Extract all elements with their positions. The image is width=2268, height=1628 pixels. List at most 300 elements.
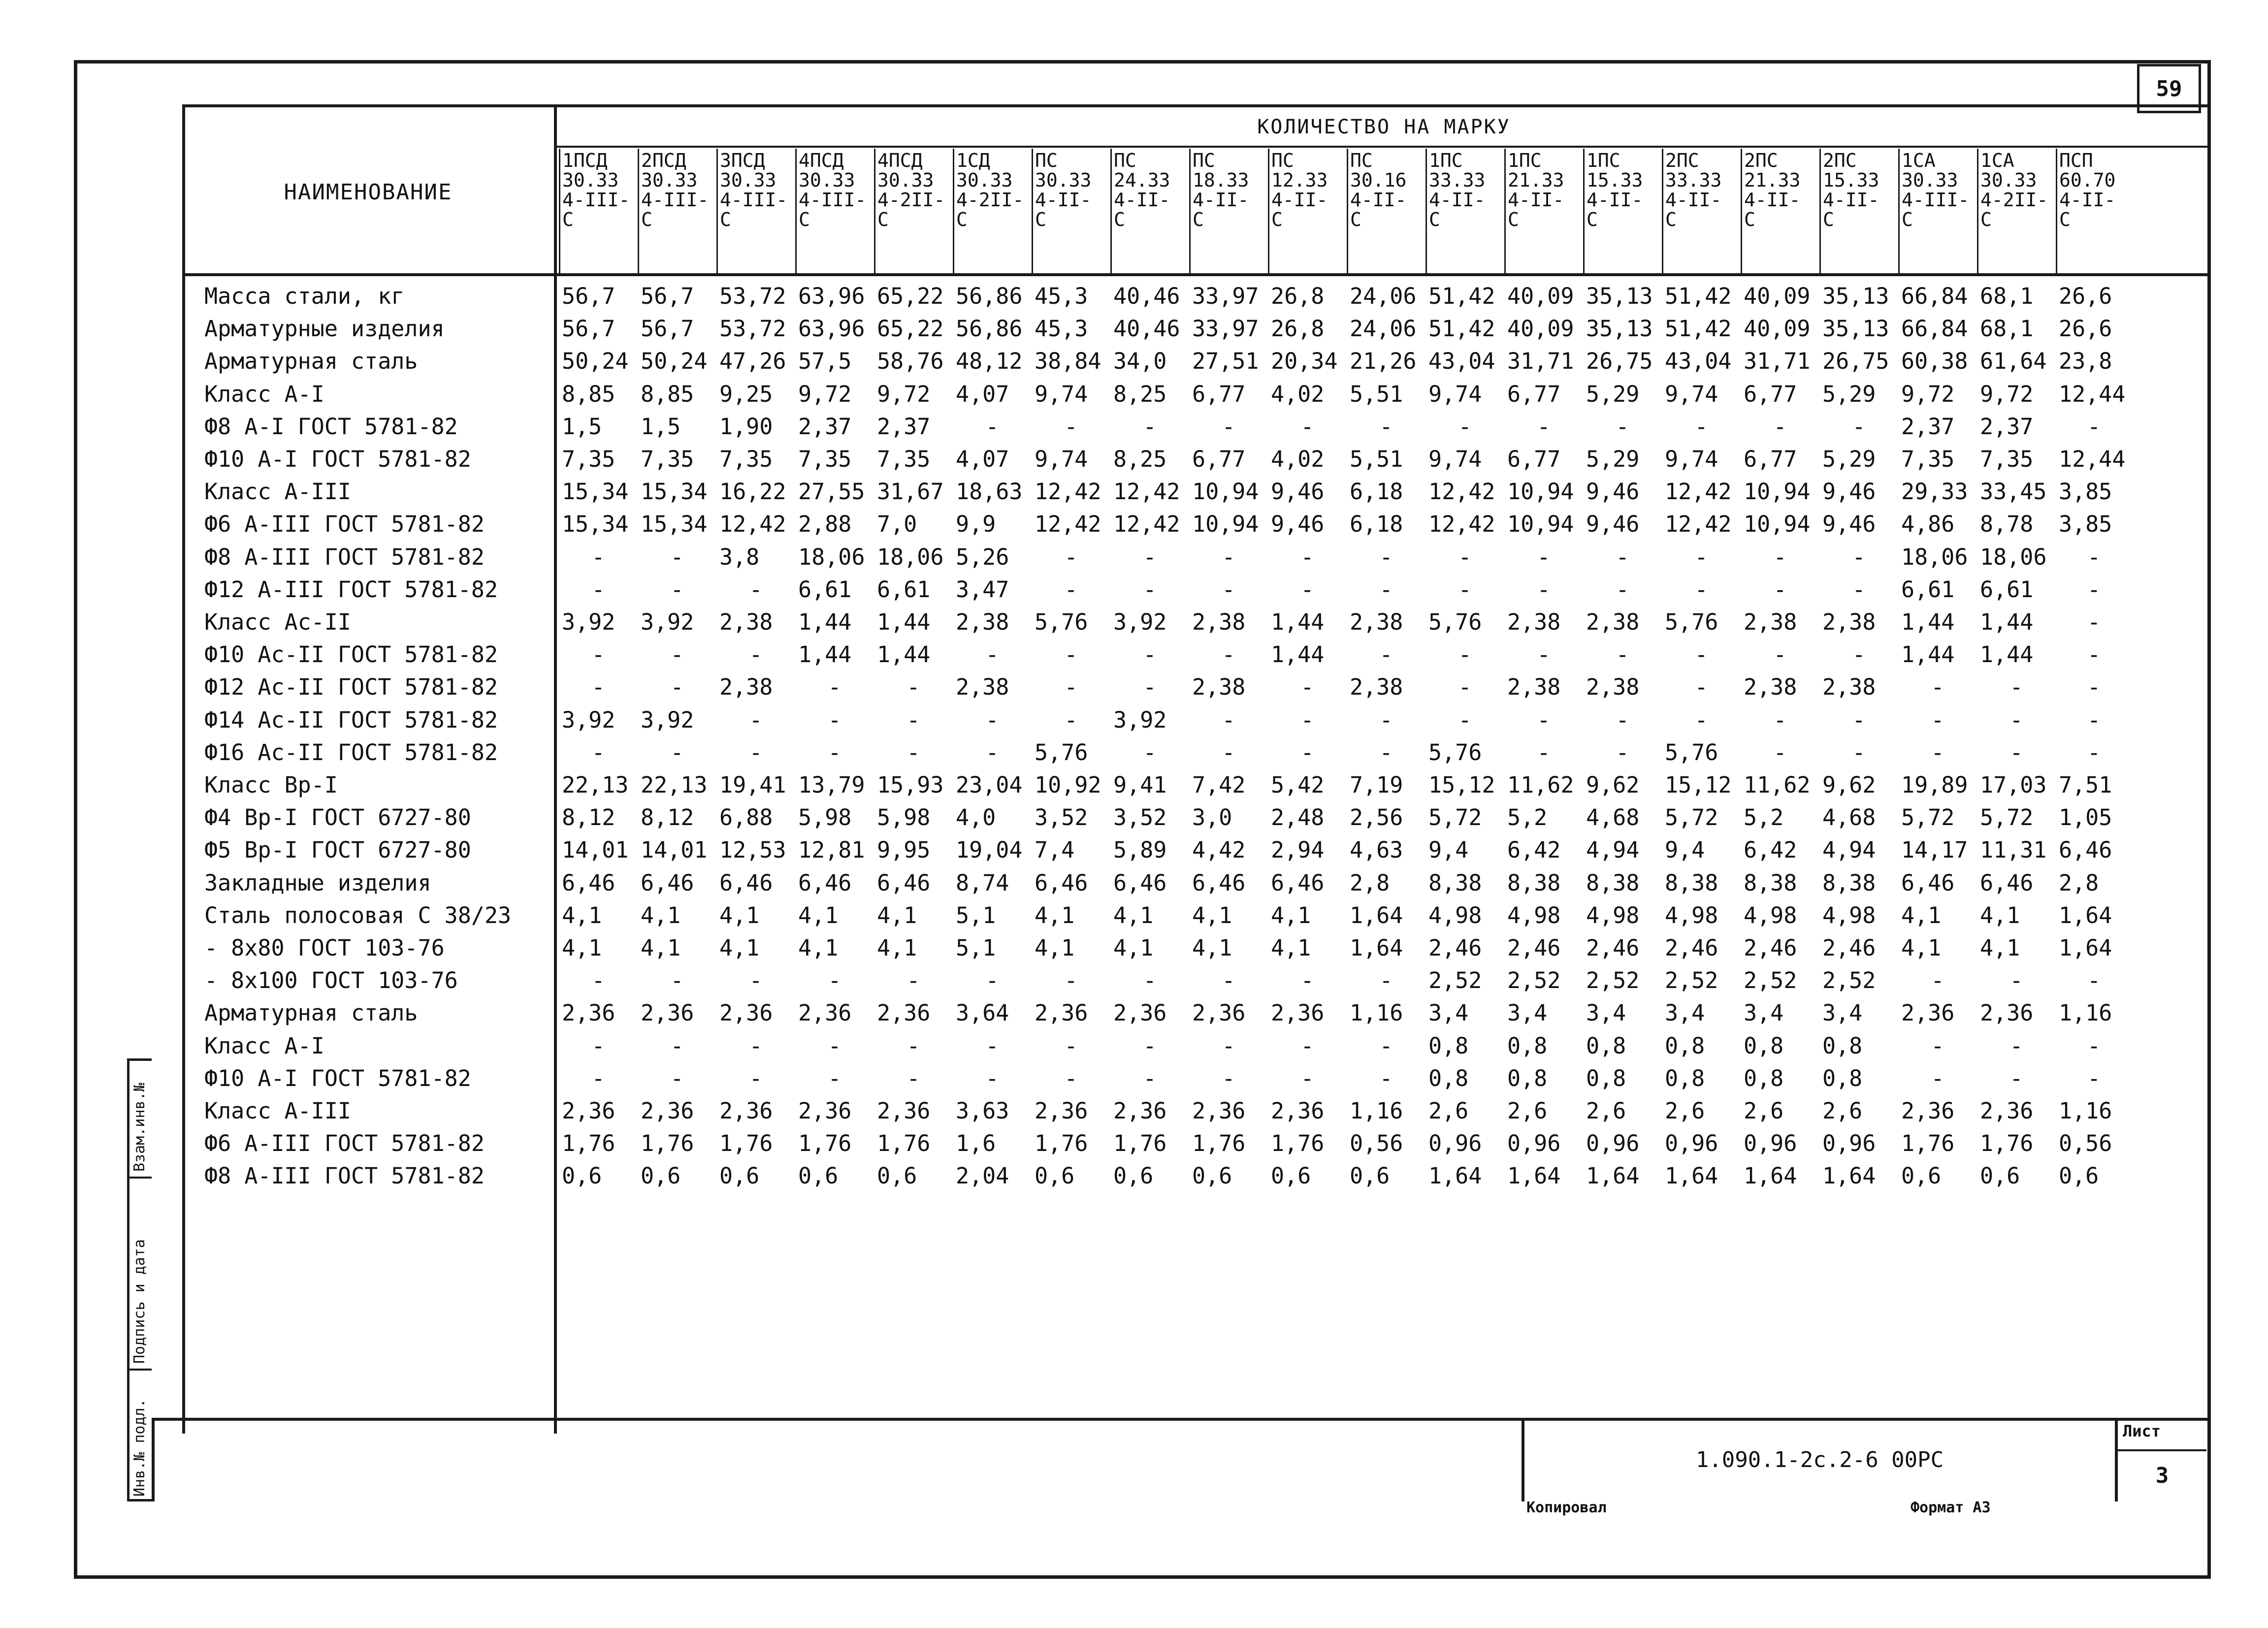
mark-header: 2ПС 33.33 4-II- C <box>1662 149 1741 273</box>
row-name: Масса стали, кг <box>204 283 405 309</box>
table-cell: 2,52 <box>1744 967 1797 994</box>
table-cell: 8,74 <box>956 869 1009 896</box>
table-cell: - <box>1143 576 1157 603</box>
table-cell: 8,78 <box>1980 511 2034 538</box>
table-cell: - <box>1222 1032 1235 1059</box>
table-cell: - <box>1537 576 1551 603</box>
table-cell: 15,34 <box>641 479 708 505</box>
table-cell: 35,13 <box>1822 283 1889 309</box>
table-cell: 10,94 <box>1192 511 1259 538</box>
table-cell: - <box>2087 674 2101 701</box>
table-cell: 3,8 <box>719 543 760 570</box>
table-cell: 1,76 <box>1113 1130 1167 1157</box>
table-cell: 11,62 <box>1744 772 1811 798</box>
table-cell: 4,98 <box>1822 902 1876 928</box>
table-cell: - <box>985 641 999 668</box>
mark-header: 1СА 30.33 4-2II- C <box>1977 149 2056 273</box>
mark-header: 1СД 30.33 4-2II- C <box>953 149 1032 273</box>
table-cell: 1,64 <box>1428 1163 1482 1189</box>
table-cell: 5,2 <box>1507 804 1548 831</box>
table-cell: 1,44 <box>1901 609 1955 635</box>
table-cell: - <box>985 706 999 733</box>
table-cell: 56,7 <box>641 283 694 309</box>
table-cell: 10,92 <box>1035 772 1102 798</box>
table-cell: 1,44 <box>798 641 852 668</box>
table-cell: 6,42 <box>1507 837 1561 863</box>
table-cell: - <box>1379 413 1393 440</box>
table-cell: 4,42 <box>1192 837 1246 863</box>
table-cell: 6,61 <box>1980 576 2034 603</box>
table-cell: 1,5 <box>562 413 602 440</box>
table-cell: 0,96 <box>1744 1130 1797 1157</box>
table-cell: - <box>1300 739 1314 766</box>
table-cell: 0,56 <box>1350 1130 1403 1157</box>
table-cell: 12,42 <box>1428 479 1495 505</box>
table-cell: 5,42 <box>1271 772 1325 798</box>
table-cell: 6,61 <box>798 576 852 603</box>
table-cell: 4,02 <box>1271 446 1325 472</box>
table-cell: 0,6 <box>719 1163 760 1189</box>
table-cell: 8,38 <box>1822 869 1876 896</box>
table-cell: - <box>591 641 605 668</box>
table-cell: 26,6 <box>2059 316 2112 342</box>
table-cell: 2,52 <box>1665 967 1718 994</box>
table-cell: 43,04 <box>1428 348 1495 375</box>
table-cell: 6,46 <box>1901 869 1955 896</box>
table-cell: 6,46 <box>562 869 616 896</box>
table-cell: 31,71 <box>1507 348 1574 375</box>
mark-header: 2ПСД 30.33 4-III- C <box>638 149 716 273</box>
table-cell: 5,98 <box>798 804 852 831</box>
table-cell: - <box>1064 967 1078 994</box>
table-cell: 26,75 <box>1586 348 1653 375</box>
table-cell: - <box>1300 543 1314 570</box>
table-cell: 9,74 <box>1428 446 1482 472</box>
table-cell: 5,29 <box>1822 446 1876 472</box>
table-cell: 4,1 <box>798 902 839 928</box>
table-cell: - <box>828 1032 842 1059</box>
table-cell: - <box>1694 641 1708 668</box>
table-cell: - <box>670 674 684 701</box>
table-cell: 0,96 <box>1586 1130 1640 1157</box>
table-cell: 4,98 <box>1428 902 1482 928</box>
table-cell: 9,9 <box>956 511 996 538</box>
table-cell: - <box>749 967 763 994</box>
table-cell: 0,6 <box>1271 1163 1311 1189</box>
side-strip-separator <box>127 1369 152 1371</box>
table-cell: 2,36 <box>877 1098 931 1124</box>
table-cell: - <box>1773 413 1787 440</box>
table-cell: 6,46 <box>1035 869 1088 896</box>
table-cell: 7,42 <box>1192 772 1246 798</box>
table-cell: - <box>1379 576 1393 603</box>
mark-header: ПС 30.33 4-II- C <box>1032 149 1110 273</box>
table-cell: 4,1 <box>1980 902 2020 928</box>
mark-header: ПСП 60.70 4-II- C <box>2056 149 2132 273</box>
table-cell: 6,18 <box>1350 479 1403 505</box>
table-cell: - <box>591 674 605 701</box>
table-cell: 1,64 <box>1586 1163 1640 1189</box>
row-name: Ф8 А-III ГОСТ 5781-82 <box>204 1163 485 1189</box>
table-cell: - <box>907 1065 920 1091</box>
table-cell: 7,0 <box>877 511 917 538</box>
table-cell: 6,42 <box>1744 837 1797 863</box>
table-cell: 4,1 <box>877 935 917 961</box>
table-cell: 51,42 <box>1428 283 1495 309</box>
table-cell: 7,35 <box>798 446 852 472</box>
table-cell: 29,33 <box>1901 479 1968 505</box>
table-cell: 2,38 <box>719 674 773 701</box>
table-cell: 51,42 <box>1428 316 1495 342</box>
table-cell: 3,4 <box>1507 1000 1548 1026</box>
table-cell: - <box>828 674 842 701</box>
table-cell: 2,36 <box>877 1000 931 1026</box>
table-cell: 58,76 <box>877 348 944 375</box>
table-cell: 2,37 <box>1980 413 2034 440</box>
table-cell: - <box>2009 1065 2023 1091</box>
table-cell: 3,4 <box>1744 1000 1784 1026</box>
table-cell: - <box>1222 739 1235 766</box>
table-cell: - <box>1143 413 1157 440</box>
table-cell: 0,8 <box>1428 1065 1469 1091</box>
table-cell: 6,61 <box>877 576 931 603</box>
table-cell: 4,1 <box>719 902 760 928</box>
table-cell: 27,55 <box>798 479 865 505</box>
table-cell: - <box>1379 739 1393 766</box>
table-cell: - <box>1379 967 1393 994</box>
table-cell: 11,31 <box>1980 837 2047 863</box>
table-cell: 4,68 <box>1586 804 1640 831</box>
row-name: Ф8 А-I ГОСТ 5781-82 <box>204 413 458 440</box>
table-cell: - <box>1458 413 1472 440</box>
table-cell: 5,1 <box>956 935 996 961</box>
row-name: Класс Ас-II <box>204 609 352 635</box>
row-name: Класс А-I <box>204 381 324 407</box>
table-cell: 7,35 <box>1901 446 1955 472</box>
table-cell: - <box>1458 543 1472 570</box>
table-cell: 2,36 <box>719 1000 773 1026</box>
table-cell: - <box>1616 576 1629 603</box>
table-cell: 4,1 <box>1192 935 1232 961</box>
table-cell: - <box>1222 413 1235 440</box>
table-cell: - <box>1931 967 1944 994</box>
table-cell: 65,22 <box>877 316 944 342</box>
table-cell: 56,7 <box>562 316 616 342</box>
table-cell: 6,77 <box>1744 446 1797 472</box>
table-cell: 21,26 <box>1350 348 1417 375</box>
row-name: Класс А-III <box>204 1098 352 1124</box>
table-cell: 2,36 <box>562 1098 616 1124</box>
table-cell: 5,76 <box>1035 609 1088 635</box>
table-cell: - <box>1931 674 1944 701</box>
table-cell: 2,38 <box>1507 674 1561 701</box>
table-cell: 15,12 <box>1665 772 1732 798</box>
row-name: Ф4 Вр-I ГОСТ 6727-80 <box>204 804 471 831</box>
table-cell: 18,06 <box>798 543 865 570</box>
table-cell: 7,35 <box>1980 446 2034 472</box>
table-cell: 35,13 <box>1586 283 1653 309</box>
table-cell: 15,34 <box>562 479 629 505</box>
table-cell: 3,85 <box>2059 479 2112 505</box>
table-cell: 7,35 <box>562 446 616 472</box>
table-cell: 4,1 <box>641 902 681 928</box>
table-cell: - <box>1852 641 1866 668</box>
table-cell: 26,6 <box>2059 283 2112 309</box>
table-cell: 12,42 <box>1035 479 1102 505</box>
table-cell: 66,84 <box>1901 283 1968 309</box>
table-cell: 1,16 <box>2059 1098 2112 1124</box>
table-cell: 1,76 <box>1980 1130 2034 1157</box>
table-cell: 0,96 <box>1428 1130 1482 1157</box>
table-cell: 8,38 <box>1428 869 1482 896</box>
table-cell: - <box>2087 413 2101 440</box>
table-cell: - <box>1931 706 1944 733</box>
table-cell: - <box>1064 706 1078 733</box>
table-cell: - <box>1537 641 1551 668</box>
table-cell: - <box>907 967 920 994</box>
quantity-header: КОЛИЧЕСТВО НА МАРКУ <box>1257 116 1511 138</box>
table-cell: - <box>1694 576 1708 603</box>
table-cell: 2,38 <box>1822 609 1876 635</box>
table-cell: - <box>1537 706 1551 733</box>
table-cell: 4,1 <box>1035 935 1075 961</box>
table-cell: - <box>670 576 684 603</box>
mark-header: 1ПС 21.33 4-II- C <box>1504 149 1583 273</box>
table-cell: - <box>1537 739 1551 766</box>
table-cell: 2,6 <box>1586 1098 1626 1124</box>
table-cell: 3,92 <box>641 609 694 635</box>
table-cell: - <box>1931 1065 1944 1091</box>
table-cell: 12,42 <box>1665 479 1732 505</box>
table-cell: 1,44 <box>1271 641 1325 668</box>
mark-header: 2ПС 15.33 4-II- C <box>1819 149 1898 273</box>
table-cell: 6,46 <box>1980 869 2034 896</box>
mark-header: 1ПСД 30.33 4-III- C <box>559 149 638 273</box>
side-strip-separator <box>127 1177 152 1179</box>
table-cell: 6,18 <box>1350 511 1403 538</box>
table-cell: 2,36 <box>798 1098 852 1124</box>
table-cell: 8,38 <box>1507 869 1561 896</box>
table-cell: 40,46 <box>1113 283 1180 309</box>
table-cell: 1,76 <box>1192 1130 1246 1157</box>
table-cell: 2,36 <box>1980 1000 2034 1026</box>
side-label-inventory: Инв.№ подл. <box>131 1399 148 1497</box>
table-cell: - <box>1064 543 1078 570</box>
mark-header: 2ПС 21.33 4-II- C <box>1741 149 1819 273</box>
table-cell: 2,88 <box>798 511 852 538</box>
table-cell: 2,36 <box>1113 1000 1167 1026</box>
table-cell: 6,77 <box>1744 381 1797 407</box>
table-cell: 2,38 <box>1192 674 1246 701</box>
table-cell: 0,6 <box>1901 1163 1942 1189</box>
table-cell: 12,42 <box>1665 511 1732 538</box>
table-cell: - <box>985 739 999 766</box>
name-column-header: НАИМЕНОВАНИЕ <box>284 179 453 205</box>
table-cell: 33,97 <box>1192 316 1259 342</box>
table-cell: - <box>1064 674 1078 701</box>
table-cell: - <box>591 576 605 603</box>
row-name: Закладные изделия <box>204 869 431 896</box>
table-cell: 22,13 <box>641 772 708 798</box>
row-name: Ф14 Ас-II ГОСТ 5781-82 <box>204 706 498 733</box>
table-cell: - <box>749 706 763 733</box>
table-cell: 6,46 <box>2059 837 2112 863</box>
table-cell: - <box>1143 1065 1157 1091</box>
table-cell: 7,35 <box>877 446 931 472</box>
table-cell: 0,6 <box>562 1163 602 1189</box>
table-cell: 2,36 <box>1192 1098 1246 1124</box>
table-cell: - <box>1852 739 1866 766</box>
row-name: Ф12 Ас-II ГОСТ 5781-82 <box>204 674 498 701</box>
table-cell: 0,6 <box>877 1163 917 1189</box>
table-cell: 14,01 <box>562 837 629 863</box>
table-cell: - <box>670 1065 684 1091</box>
table-cell: - <box>1458 576 1472 603</box>
table-cell: 26,75 <box>1822 348 1889 375</box>
table-cell: 15,34 <box>641 511 708 538</box>
table-cell: 6,77 <box>1192 381 1246 407</box>
table-cell: 15,34 <box>562 511 629 538</box>
table-cell: 0,8 <box>1507 1032 1548 1059</box>
table-cell: 4,1 <box>1901 935 1942 961</box>
table-cell: 2,37 <box>798 413 852 440</box>
table-cell: 1,76 <box>877 1130 931 1157</box>
row-name: Ф6 А-III ГОСТ 5781-82 <box>204 1130 485 1157</box>
table-cell: 0,96 <box>1822 1130 1876 1157</box>
table-cell: 57,5 <box>798 348 852 375</box>
table-cell: 2,46 <box>1744 935 1797 961</box>
table-cell: 2,38 <box>1586 609 1640 635</box>
table-cell: - <box>670 967 684 994</box>
table-cell: - <box>985 967 999 994</box>
table-cell: 12,42 <box>1113 479 1180 505</box>
page-number: 59 <box>2137 64 2201 113</box>
table-cell: 2,52 <box>1586 967 1640 994</box>
table-cell: 3,85 <box>2059 511 2112 538</box>
table-cell: - <box>985 1065 999 1091</box>
table-cell: 2,37 <box>1901 413 1955 440</box>
table-cell: 9,74 <box>1665 446 1718 472</box>
table-cell: 0,56 <box>2059 1130 2112 1157</box>
table-cell: 0,8 <box>1428 1032 1469 1059</box>
table-cell: 10,94 <box>1507 479 1574 505</box>
table-cell: - <box>2009 706 2023 733</box>
table-cell: 2,37 <box>877 413 931 440</box>
table-cell: - <box>591 543 605 570</box>
table-cell: 68,1 <box>1980 283 2034 309</box>
table-cell: 6,46 <box>1271 869 1325 896</box>
table-cell: 2,6 <box>1822 1098 1863 1124</box>
side-label-signature: Подпись и дата <box>131 1239 148 1364</box>
table-cell: 6,46 <box>877 869 931 896</box>
table-cell: 0,8 <box>1822 1065 1863 1091</box>
table-cell: - <box>2087 739 2101 766</box>
table-cell: 40,09 <box>1507 316 1574 342</box>
table-cell: 0,6 <box>1035 1163 1075 1189</box>
table-cell: 1,90 <box>719 413 773 440</box>
table-cell: 26,8 <box>1271 283 1325 309</box>
table-cell: 1,76 <box>562 1130 616 1157</box>
table-cell: 2,8 <box>1350 869 1390 896</box>
table-cell: 20,34 <box>1271 348 1338 375</box>
table-cell: 3,4 <box>1822 1000 1863 1026</box>
table-cell: 6,46 <box>641 869 694 896</box>
table-cell: 12,81 <box>798 837 865 863</box>
table-cell: - <box>1379 1065 1393 1091</box>
table-cell: 68,1 <box>1980 316 2034 342</box>
table-cell: 3,92 <box>1113 609 1167 635</box>
table-cell: 2,56 <box>1350 804 1403 831</box>
table-cell: 15,12 <box>1428 772 1495 798</box>
table-cell: 9,4 <box>1665 837 1705 863</box>
table-cell: 31,71 <box>1744 348 1811 375</box>
table-cell: 9,41 <box>1113 772 1167 798</box>
table-cell: 5,98 <box>877 804 931 831</box>
table-cell: - <box>1300 967 1314 994</box>
table-cell: 1,44 <box>1980 641 2034 668</box>
table-cell: 0,6 <box>1113 1163 1154 1189</box>
table-cell: 45,3 <box>1035 316 1088 342</box>
table-cell: - <box>1616 706 1629 733</box>
table-cell: - <box>1300 413 1314 440</box>
table-cell: - <box>1143 739 1157 766</box>
table-cell: 1,44 <box>877 641 931 668</box>
table-cell: 0,6 <box>1980 1163 2020 1189</box>
table-cell: 3,92 <box>641 706 694 733</box>
table-cell: 2,38 <box>956 674 1009 701</box>
table-cell: - <box>2087 1065 2101 1091</box>
table-cell: 2,36 <box>1035 1000 1088 1026</box>
table-cell: 4,1 <box>1901 902 1942 928</box>
table-cell: 4,1 <box>641 935 681 961</box>
table-cell: 4,1 <box>562 902 602 928</box>
table-cell: 4,1 <box>1035 902 1075 928</box>
table-cell: 15,93 <box>877 772 944 798</box>
table-cell: - <box>1616 543 1629 570</box>
table-cell: 65,22 <box>877 283 944 309</box>
table-cell: - <box>907 1032 920 1059</box>
table-cell: - <box>1143 641 1157 668</box>
table-cell: 1,76 <box>1271 1130 1325 1157</box>
table-cell: 23,8 <box>2059 348 2112 375</box>
table-cell: - <box>749 739 763 766</box>
table-cell: 5,72 <box>1901 804 1955 831</box>
table-cell: 2,36 <box>798 1000 852 1026</box>
table-cell: - <box>1064 1032 1078 1059</box>
table-cell: - <box>749 1032 763 1059</box>
table-cell: 1,5 <box>641 413 681 440</box>
table-cell: 5,1 <box>956 902 996 928</box>
table-cell: 0,8 <box>1744 1065 1784 1091</box>
table-cell: 5,51 <box>1350 381 1403 407</box>
table-cell: - <box>1222 706 1235 733</box>
table-cell: 11,62 <box>1507 772 1574 798</box>
table-cell: 9,72 <box>1901 381 1955 407</box>
table-cell: 63,96 <box>798 283 865 309</box>
table-cell: 63,96 <box>798 316 865 342</box>
table-cell: 1,6 <box>956 1130 996 1157</box>
table-cell: 9,74 <box>1035 381 1088 407</box>
table-cell: 34,0 <box>1113 348 1167 375</box>
table-cell: 24,06 <box>1350 283 1417 309</box>
table-cell: 0,6 <box>641 1163 681 1189</box>
table-cell: - <box>2009 739 2023 766</box>
table-cell: 8,12 <box>641 804 694 831</box>
table-cell: 48,12 <box>956 348 1023 375</box>
table-cell: 3,0 <box>1192 804 1232 831</box>
table-cell: 1,64 <box>2059 935 2112 961</box>
table-cell: - <box>907 706 920 733</box>
